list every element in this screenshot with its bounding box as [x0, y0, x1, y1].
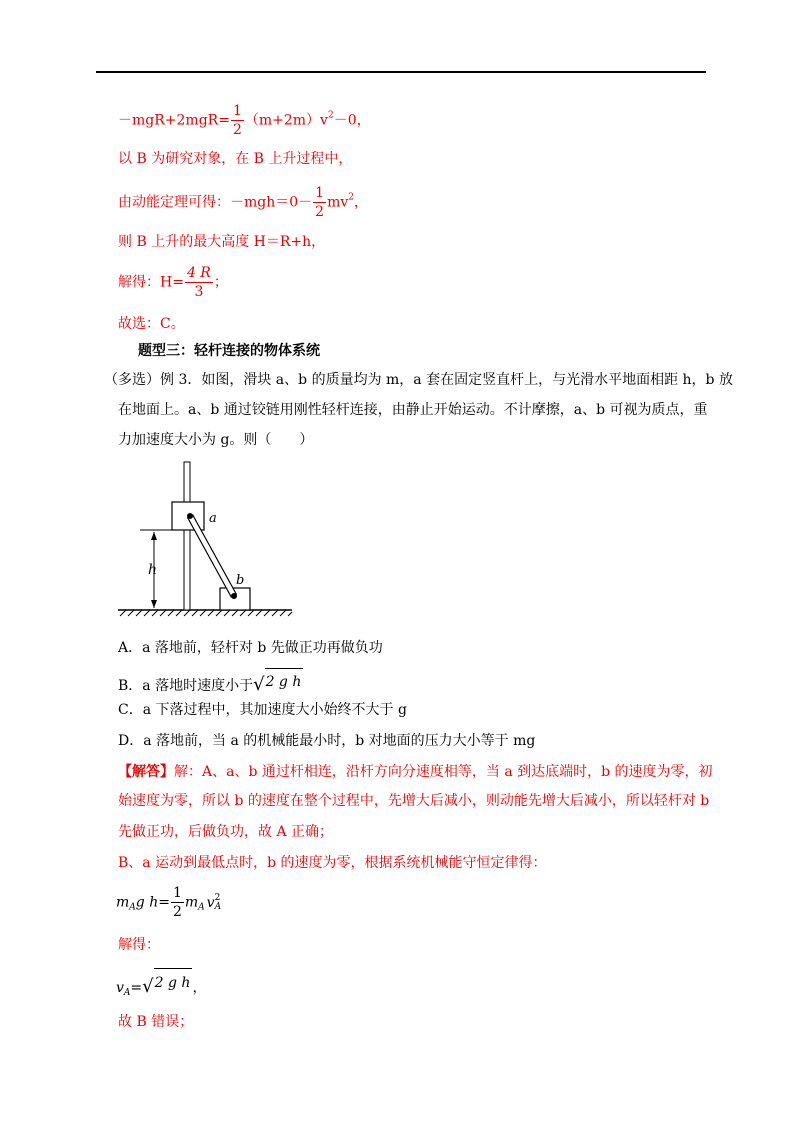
fraction-half: $\frac{1}{2}$	[232, 103, 242, 138]
option-c: C．a 下落过程中，其加速度大小始终不大于 g	[118, 702, 407, 718]
text-solve: 解得：	[118, 937, 160, 953]
equation-energy-system: －mgR+2mgR= $\frac{1}{2}$ $(m+2m)v^2-0$，	[118, 103, 371, 138]
h-arrow-top	[151, 532, 157, 540]
option-a: A．a 落地前，轻杆对 b 先做正功再做负功	[118, 640, 383, 656]
hinge-a	[187, 513, 193, 519]
question-line-3: 力加速度大小为 g。则（ ）	[118, 432, 314, 448]
fraction-4r-3: $\frac{4 R}{3}$	[186, 265, 211, 300]
equation-solve-h: 解得：H= $\frac{4 R}{3}$ ；	[118, 265, 228, 300]
answer-line-1: 【解答】解：A、a、b 通过杆相连，沿杆方向分速度相等，当 a 到达底端时，b 的速度为零，初	[118, 764, 713, 780]
equation-kinetic-theorem: 由动能定理可得：－mgh＝0－ $\frac{1}{2}$ $mv^2$，	[118, 185, 369, 220]
label-h: h	[148, 562, 158, 578]
equation-energy-conservation: $m_Ag$ h= $\frac{1}{2}$ $m_A$ v 2 A	[116, 885, 222, 920]
text-max-height: 则 B 上升的最大高度 H＝R+h，	[118, 234, 326, 250]
equation-va: $v_A=$ √ 2 g h ，	[116, 968, 206, 1001]
text-b-object: 以 B 为研究对象，在 B 上升过程中，	[118, 151, 353, 167]
ground-hatching	[120, 610, 292, 616]
rigid-rod-inner	[190, 516, 234, 596]
answer-line-2: 始速度为零，所以 b 的速度在整个过程中，先增大后减小，则动能先增大后减小，所以轻杆对 b	[118, 793, 710, 809]
fraction-half: $\frac{1}{2}$	[315, 185, 325, 220]
text-b-wrong: 故 B 错误；	[118, 1014, 194, 1030]
option-d: D．a 落地前，当 a 的机械能最小时，b 对地面的压力大小等于 mg	[118, 733, 536, 749]
header-rule	[96, 71, 706, 73]
vertical-rod	[184, 462, 190, 610]
answer-line-4: B、a 运动到最低点时，b 的速度为零，根据系统机械能守恒定律得：	[118, 855, 547, 871]
answer-tag: 【解答】	[118, 764, 174, 780]
label-a: a	[209, 511, 217, 526]
physics-figure	[110, 460, 300, 620]
sqrt-2gh: √ 2 g h	[142, 968, 192, 996]
answer-line-3: 先做正功，后做负功，故 A 正确；	[118, 824, 334, 840]
question-line-2: 在地面上。a、b 通过铰链用刚性轻杆连接，由静止开始运动。不计摩擦，a、b 可视为质点，重	[118, 402, 708, 418]
fraction-half: $\frac{1}{2}$	[172, 885, 182, 920]
text-choice-c: 故选：C。	[118, 316, 185, 332]
label-b: b	[236, 573, 245, 588]
option-b: B．a 落地时速度小于 √ 2 g h	[118, 668, 303, 698]
section-title: 题型三：轻杆连接的物体系统	[138, 343, 320, 359]
question-line-1: （多选）例 3．如图，滑块 a、b 的质量均为 m，a 套在固定竖直杆上，与光滑水平地面相距 h，b 放	[104, 372, 733, 388]
sqrt-2gh: √ 2 g h	[253, 668, 303, 694]
hinge-b	[231, 593, 237, 599]
h-arrow-bottom	[151, 600, 157, 608]
